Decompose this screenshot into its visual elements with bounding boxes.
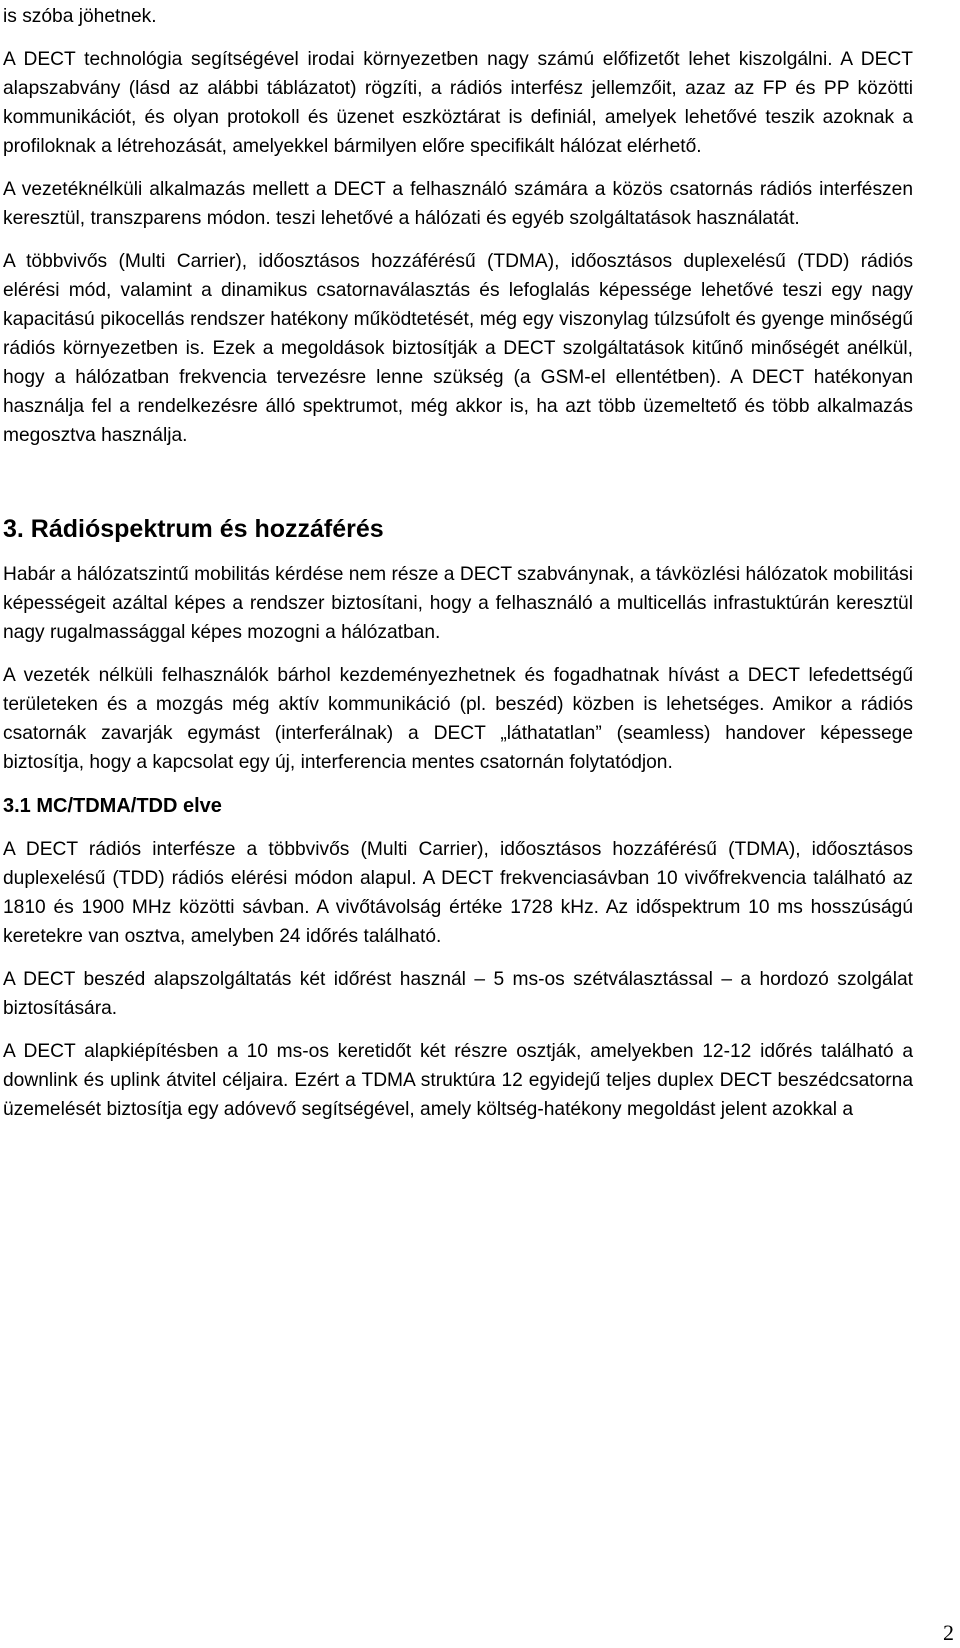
- document-body: [3, 2, 913, 1124]
- page-number: 2: [943, 1620, 954, 1645]
- subsection-heading-mc-tdma-tdd: 3.1 MC/TDMA/TDD elve: [3, 795, 222, 817]
- paragraph-intro-fragment: is szóba jöhetnek.: [3, 6, 157, 27]
- paragraph-dect-office: A DECT technológia segítségével irodai környezetben nagy számú előfizetőt lehet kiszolgálni. A DECT alapszabvány (lásd az alábbi táblázatot) rögzíti, a rádiós interfész jellemzőit, azaz az FP és PP közötti kommunikációt, és olyan protokoll és üzenet eszköztárat is definiál, amelyek lehetővé teszik azoknak a profiloknak a létrehozását, amelyekkel bármilyen előre specifikált hálózat elérhető.: [3, 49, 913, 157]
- paragraph-wireless-application: A vezetéknélküli alkalmazás mellett a DECT a felhasználó számára a közös csatornás rádiós interfészen keresztül, transzparens módon. teszi lehetővé a hálózati és egyéb szolgáltatások használatát.: [3, 179, 913, 229]
- section-heading-radio-spectrum: 3. Rádióspektrum és hozzáférés: [3, 515, 384, 543]
- paragraph-multi-carrier: A többvivős (Multi Carrier), időosztásos hozzáférésű (TDMA), időosztásos duplexelésű (TDD) rádiós elérési mód, valamint a dinamikus csatornaválasztás és lefoglalás képessége lehetővé teszi egy nagy kapacitású pikocellás rendszer hatékony működtetését, még egy viszonylag túlzsúfolt és gyenge minőségű rádiós környezetben is. Ezek a megoldások biztosítják a DECT szolgáltatások kitűnő minőségét anélkül, hogy a hálózatban frekvencia tervezésre lenne szükség (a GSM-el ellentétben). A DECT hatékonyan használja fel a rendelkezésre álló spektrumot, még akkor is, ha azt több üzemeltető és több alkalmazás megosztva használja.: [3, 251, 913, 446]
- paragraph-handover: A vezeték nélküli felhasználók bárhol kezdeményezhetnek és fogadhatnak hívást a DECT lefedettségű területeken és a mozgás még aktív kommunikáció (pl. beszéd) közben is lehetséges. Amikor a rádiós csatornák zavarják egymást (interferálnak) a DECT „láthatatlan” (seamless) handover képessege biztosítja, hogy a kapcsolat egy új, interferencia mentes csatornán folytatódjon.: [3, 665, 913, 773]
- paragraph-network-mobility: Habár a hálózatszintű mobilitás kérdése nem része a DECT szabványnak, a távközlési hálózatok mobilitási képességeit azáltal képes a rendszer biztosítani, hogy a felhasználó a multicellás infrastuktúrán keresztül nagy rugalmassággal képes mozogni a hálózatban.: [3, 564, 913, 643]
- paragraph-voice-service: A DECT beszéd alapszolgáltatás két időrést használ – 5 ms-os szétválasztással – a hordozó szolgálat biztosítására.: [3, 969, 913, 1019]
- paragraph-radio-interface: A DECT rádiós interfésze a többvivős (Multi Carrier), időosztásos hozzáférésű (TDMA), időosztásos duplexelésű (TDD) rádiós elérési módon alapul. A DECT frekvenciasávban 10 vivőfrekvencia található az 1810 és 1900 MHz közötti sávban. A vivőtávolság értéke 1728 kHz. Az időspektrum 10 ms hosszúságú keretekre van osztva, amelyben 24 időrés található.: [3, 839, 913, 947]
- paragraph-frame-structure: A DECT alapkiépítésben a 10 ms-os keretidőt két részre osztják, amelyekben 12-12 időrés található a downlink és uplink átvitel céljaira. Ezért a TDMA struktúra 12 egyidejű teljes duplex DECT beszédcsatorna üzemelését biztosítja egy adóvevő segítségével, amely költség-hatékony megoldást jelent azokkal a: [3, 1041, 913, 1120]
